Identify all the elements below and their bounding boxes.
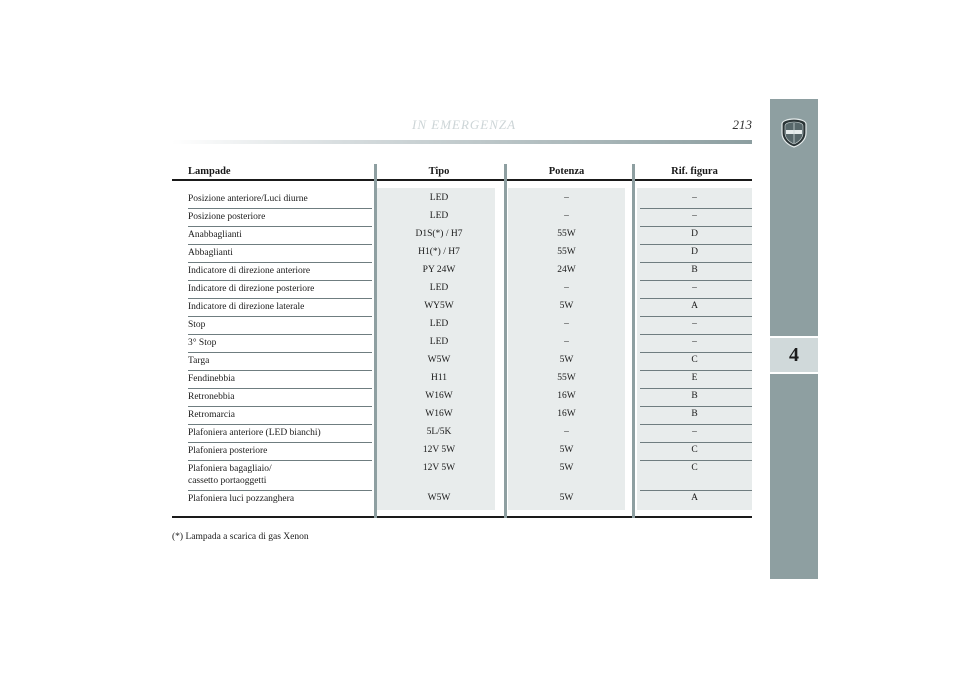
lamp-power-cell: 5W [559, 301, 574, 311]
lamp-type-cell: LED [429, 211, 449, 221]
lamp-name-cell: Posizione anteriore/Luci diurne [188, 194, 308, 204]
lamp-ref-cell: C [691, 463, 698, 473]
lamp-name-cell: Plafoniera luci pozzanghera [188, 494, 295, 504]
row-divider [188, 280, 372, 281]
row-divider [188, 352, 372, 353]
lamp-type-cell: 5L/5K [426, 427, 452, 437]
row-divider [188, 442, 372, 443]
footnote: (*) Lampada a scarica di gas Xenon [172, 532, 309, 542]
lamp-ref-cell: A [691, 301, 698, 311]
lamp-ref-cell: – [692, 193, 697, 203]
lamp-name-cell: Indicatore di direzione anteriore [188, 266, 311, 276]
lamp-power-cell: 55W [557, 247, 576, 257]
row-divider [640, 316, 752, 317]
page-number: 213 [732, 117, 752, 132]
lamp-power-cell: 5W [559, 445, 574, 455]
lamp-name-cell: Retronebbia [188, 392, 235, 402]
lamp-power-cell: – [564, 337, 569, 347]
lamp-type-cell: W5W [427, 493, 451, 503]
lamp-ref-cell: D [691, 247, 698, 257]
lamp-power-cell: 5W [559, 355, 574, 365]
lamp-power-cell: 24W [557, 265, 576, 275]
row-divider [640, 388, 752, 389]
lamp-power-cell: – [564, 211, 569, 221]
lamp-ref-cell: B [691, 409, 698, 419]
lamp-power-cell: 16W [557, 391, 576, 401]
table-bottom-line [172, 516, 752, 518]
row-divider [640, 208, 752, 209]
row-divider [188, 460, 372, 461]
lamp-name-cell: Posizione posteriore [188, 212, 266, 222]
lamp-type-cell: PY 24W [422, 265, 456, 275]
row-divider [188, 490, 372, 491]
header-ref: Rif. figura [671, 166, 718, 177]
lamp-type-cell: W16W [425, 391, 453, 401]
row-divider [640, 334, 752, 335]
lamp-power-cell: 5W [559, 463, 574, 473]
row-divider [188, 298, 372, 299]
lamp-type-cell: LED [429, 283, 449, 293]
row-divider [188, 226, 372, 227]
lamp-type-cell: H1(*) / H7 [418, 247, 460, 257]
lamp-type-cell: W5W [427, 355, 451, 365]
lamp-name-cell: Indicatore di direzione laterale [188, 302, 305, 312]
lamp-power-cell: 55W [557, 229, 576, 239]
column-separator [504, 164, 507, 518]
row-divider [188, 208, 372, 209]
lamp-name-cell: 3° Stop [188, 338, 217, 348]
lamp-ref-cell: C [691, 355, 698, 365]
row-divider [188, 388, 372, 389]
lamp-type-cell: LED [429, 193, 449, 203]
header-rule [172, 140, 752, 144]
row-divider [640, 244, 752, 245]
lancia-shield-icon [780, 118, 808, 148]
lamp-type-cell: 12V 5W [422, 463, 456, 473]
lamp-type-cell: WY5W [424, 301, 454, 311]
lamp-ref-cell: C [691, 445, 698, 455]
row-divider [640, 424, 752, 425]
lamp-ref-cell: – [692, 337, 697, 347]
lamp-ref-cell: – [692, 211, 697, 221]
row-divider [188, 316, 372, 317]
lamp-type-cell: W16W [425, 409, 453, 419]
lamp-type-cell: 12V 5W [422, 445, 456, 455]
column-separator [632, 164, 635, 518]
lamp-power-cell: – [564, 319, 569, 329]
row-divider [188, 262, 372, 263]
section-title: IN EMERGENZA [412, 117, 517, 132]
lamp-ref-cell: – [692, 427, 697, 437]
row-divider [640, 298, 752, 299]
lamp-ref-cell: A [691, 493, 698, 503]
lamp-name-cell: Anabbaglianti [188, 230, 242, 240]
lamp-ref-cell: E [691, 373, 698, 383]
lamp-power-cell: 16W [557, 409, 576, 419]
lamp-name-cell: Indicatore di direzione posteriore [188, 284, 315, 294]
row-divider [188, 370, 372, 371]
lamp-name-cell: Plafoniera anteriore (LED bianchi) [188, 428, 321, 438]
row-divider [640, 226, 752, 227]
header-line [172, 179, 752, 181]
lamp-type-cell: LED [429, 319, 449, 329]
row-divider [640, 352, 752, 353]
lamp-power-cell: – [564, 427, 569, 437]
row-divider [640, 490, 752, 491]
row-divider [640, 262, 752, 263]
lamp-name-cell: Targa [188, 356, 210, 366]
lamp-ref-cell: – [692, 319, 697, 329]
lamp-type-cell: H11 [430, 373, 447, 383]
header-lampade: Lampade [188, 166, 231, 177]
lamp-power-cell: 55W [557, 373, 576, 383]
row-divider [640, 460, 752, 461]
lamp-name-cell: Plafoniera posteriore [188, 446, 268, 456]
lamp-name-cell: Retromarcia [188, 410, 235, 420]
lamp-type-cell: D1S(*) / H7 [415, 229, 463, 239]
header-tipo: Tipo [428, 166, 450, 177]
row-divider [188, 406, 372, 407]
lamp-ref-cell: B [691, 391, 698, 401]
lamp-name-cell: Fendinebbia [188, 374, 235, 384]
row-divider [640, 280, 752, 281]
row-divider [188, 244, 372, 245]
lamp-name-cell: Stop [188, 320, 206, 330]
row-divider [188, 334, 372, 335]
lamp-name-cell: Abbaglianti [188, 248, 233, 258]
lamp-power-cell: – [564, 283, 569, 293]
row-divider [640, 370, 752, 371]
header-potenza: Potenza [548, 166, 585, 177]
lamp-type-cell: LED [429, 337, 449, 347]
column-separator [374, 164, 377, 518]
lamp-ref-cell: D [691, 229, 698, 239]
chapter-tab[interactable]: 4 [770, 336, 818, 374]
lamp-power-cell: – [564, 193, 569, 203]
row-divider [640, 406, 752, 407]
lamp-ref-cell: B [691, 265, 698, 275]
lamp-name-cell: Plafoniera bagagliaio/ [188, 464, 272, 474]
row-divider [188, 424, 372, 425]
lamp-name-cell: cassetto portaoggetti [188, 476, 267, 486]
lamp-power-cell: 5W [559, 493, 574, 503]
lamp-ref-cell: – [692, 283, 697, 293]
row-divider [640, 442, 752, 443]
